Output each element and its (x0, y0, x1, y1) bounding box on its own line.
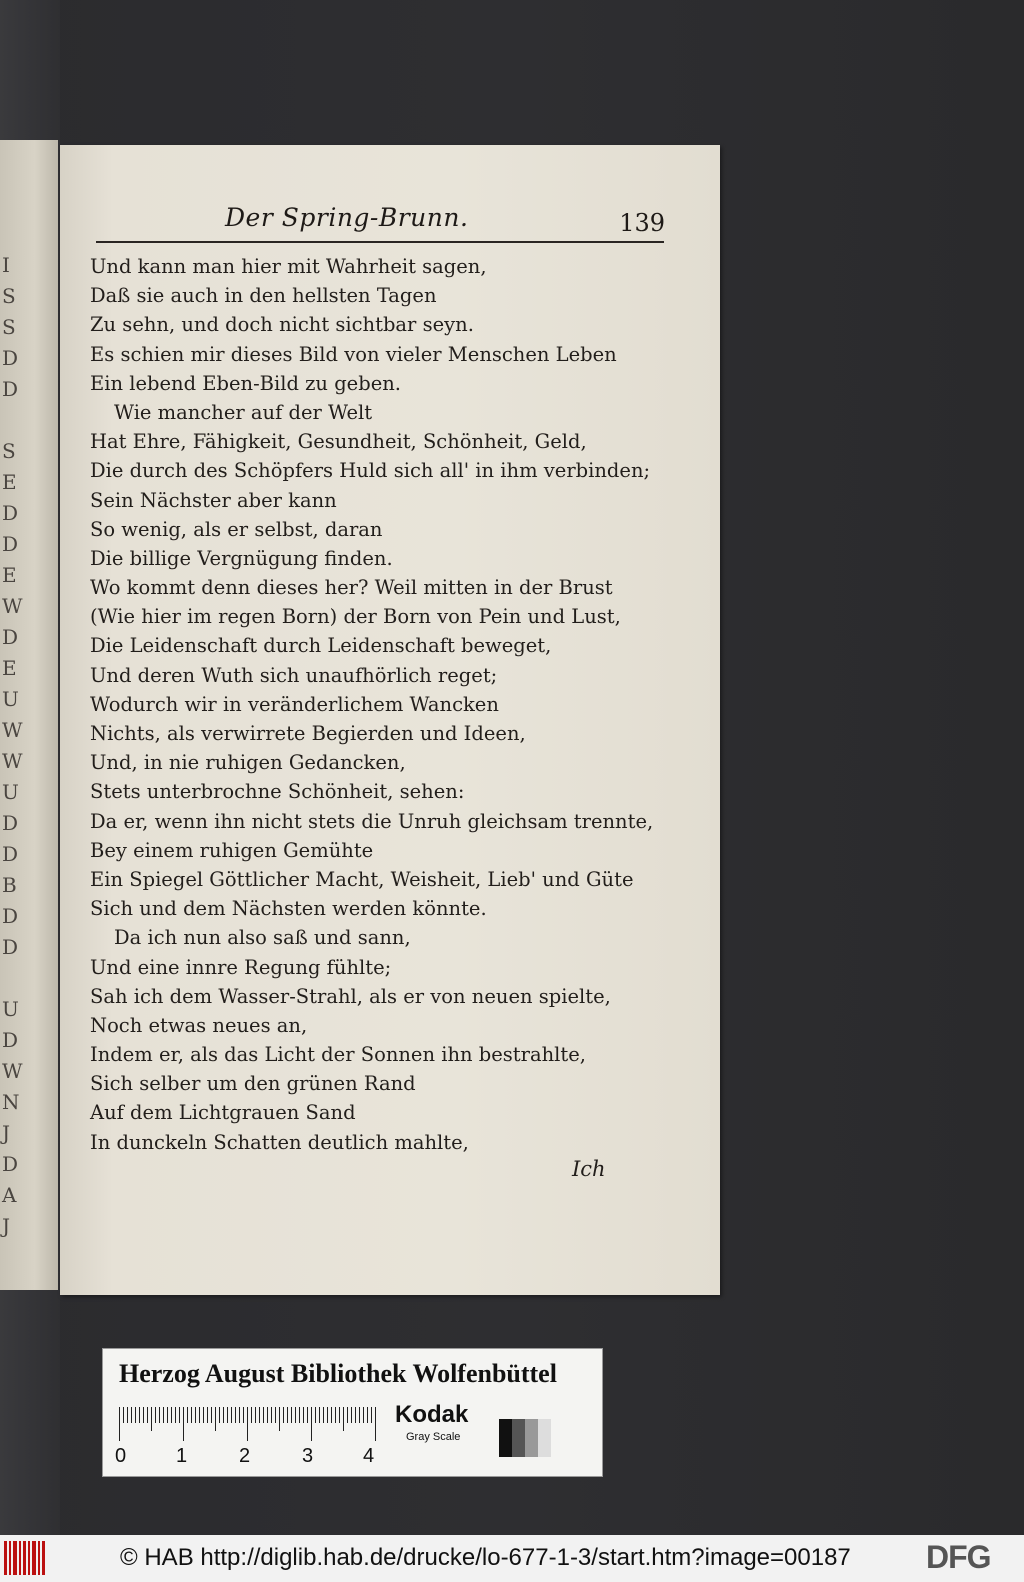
ruler-tick (127, 1407, 128, 1423)
footer-bar (0, 1535, 1024, 1582)
text-line: Daß sie auch in den hellsten Tagen (90, 284, 437, 308)
text-line: Wie mancher auf der Welt (114, 400, 373, 424)
ruler-tick (283, 1407, 284, 1423)
previous-page-edge (0, 140, 58, 1290)
text-line: Die billige Vergnügung finden. (90, 546, 393, 570)
ruler-tick (295, 1407, 296, 1423)
text-line: Wo kommt denn dieses her? Weil mitten in der Brust (90, 576, 613, 600)
ruler-tick (151, 1407, 152, 1431)
page-header (225, 203, 665, 237)
ruler-tick (171, 1407, 172, 1423)
ruler-number: 4 (363, 1445, 375, 1467)
dfg-logo: DFG (926, 1539, 991, 1575)
ruler-tick (271, 1407, 272, 1423)
ruler-tick (247, 1407, 248, 1441)
text-line: Nichts, als verwirrete Begierden und Ideen, (90, 722, 526, 745)
gray-patch-black (499, 1419, 512, 1457)
page-number: 139 (619, 209, 665, 237)
ruler-tick (303, 1407, 304, 1423)
copyright-link[interactable]: © HAB http://diglib.hab.de/drucke/lo-677-1-3/start.htm?image=00187 (120, 1544, 851, 1571)
text-line: Sah ich dem Wasser-Strahl, als er von neuen spielte, (90, 984, 611, 1008)
ruler-tick (163, 1407, 164, 1423)
ruler-tick (175, 1407, 176, 1423)
ruler-tick (231, 1407, 232, 1423)
ruler-tick (299, 1407, 300, 1423)
text-line: Zu sehn, und doch nicht sichtbar seyn. (90, 313, 474, 337)
text-line: Indem er, als das Licht der Sonnen ihn bestrahlte, (90, 1043, 586, 1067)
ruler-number: 1 (176, 1445, 188, 1467)
ruler-tick (359, 1407, 360, 1423)
header-rule (96, 241, 664, 243)
text-line: Sein Nächster aber kann (90, 488, 337, 512)
ruler-tick (307, 1407, 308, 1423)
poem-text (90, 252, 690, 1157)
text-line: Und eine innre Regung fühlte; (90, 955, 392, 979)
ruler-tick (263, 1407, 264, 1423)
ruler-tick (219, 1407, 220, 1423)
ruler-scale (119, 1407, 379, 1439)
text-line: Die durch des Schöpfers Huld sich all' in ihm verbinden; (90, 459, 651, 483)
text-line: Sich und dem Nächsten werden könnte. (90, 897, 487, 921)
ruler-tick (335, 1407, 336, 1423)
ruler-tick (315, 1407, 316, 1423)
ruler-tick (227, 1407, 228, 1423)
ruler-tick (259, 1407, 260, 1423)
ruler-tick (363, 1407, 364, 1423)
text-line: Auf dem Lichtgrauen Sand (90, 1101, 356, 1125)
ruler-tick (139, 1407, 140, 1423)
text-line: Noch etwas neues an, (90, 1013, 308, 1037)
ruler-tick (367, 1407, 368, 1423)
ruler-tick (275, 1407, 276, 1423)
text-line: Ein Spiegel Göttlicher Macht, Weisheit, Lieb' und Güte (90, 867, 634, 891)
ruler-tick (183, 1407, 184, 1441)
ruler-number: 0 (115, 1445, 127, 1467)
ruler-tick (155, 1407, 156, 1423)
ruler-tick (251, 1407, 252, 1423)
ruler-tick (191, 1407, 192, 1423)
ruler-tick (187, 1407, 188, 1423)
ruler-tick (119, 1407, 120, 1441)
ruler-tick (355, 1407, 356, 1423)
ruler-number: 3 (302, 1445, 314, 1467)
ruler-tick (179, 1407, 180, 1423)
text-line: (Wie hier im regen Born) der Born von Pein und Lust, (90, 605, 621, 629)
ruler-tick (287, 1407, 288, 1423)
ruler-tick (323, 1407, 324, 1423)
ruler-tick (143, 1407, 144, 1423)
ruler-tick (267, 1407, 268, 1423)
ruler-tick (211, 1407, 212, 1423)
ruler-tick (199, 1407, 200, 1423)
text-line: Da ich nun also saß und sann, (114, 926, 411, 950)
ruler-tick (327, 1407, 328, 1423)
text-line: Sich selber um den grünen Rand (90, 1072, 416, 1096)
ruler-tick (279, 1407, 280, 1431)
ruler-tick (351, 1407, 352, 1423)
ruler-tick (339, 1407, 340, 1423)
running-title: Der Spring-Brunn. (225, 203, 469, 232)
catchword: Ich (572, 1157, 606, 1181)
text-line: Es schien mir dieses Bild von vieler Menschen Leben (90, 342, 617, 366)
text-line: Ein lebend Eben-Bild zu geben. (90, 371, 401, 395)
ruler-number: 2 (239, 1445, 251, 1467)
text-line: Da er, wenn ihn nicht stets die Unruh gleichsam trennte, (90, 809, 654, 833)
ruler-tick (311, 1407, 312, 1441)
text-line: Bey einem ruhigen Gemühte (90, 838, 374, 862)
text-line: In dunckeln Schatten deutlich mahlte, (90, 1130, 469, 1154)
text-line: Wodurch wir in veränderlichem Wancken (90, 692, 499, 716)
ruler-tick (159, 1407, 160, 1423)
library-name: Herzog August Bibliothek Wolfenbüttel (119, 1359, 557, 1388)
barcode-icon (4, 1541, 48, 1575)
text-line: Stets unterbrochne Schönheit, sehen: (90, 780, 465, 804)
book-page (60, 145, 720, 1295)
ruler-tick (235, 1407, 236, 1423)
text-line: Hat Ehre, Fähigkeit, Gesundheit, Schönheit, Geld, (90, 430, 587, 454)
ruler-tick (147, 1407, 148, 1423)
gray-patch-mid (525, 1419, 538, 1457)
ruler-tick (223, 1407, 224, 1423)
ruler-tick (239, 1407, 240, 1423)
ruler-tick (255, 1407, 256, 1423)
ruler-tick (375, 1407, 376, 1441)
ruler-tick (343, 1407, 344, 1431)
ruler-tick (123, 1407, 124, 1423)
text-line: Die Leidenschaft durch Leidenschaft beweget, (90, 634, 552, 658)
ruler-tick (167, 1407, 168, 1423)
ruler-tick (135, 1407, 136, 1423)
ruler-tick (131, 1407, 132, 1423)
ruler-tick (243, 1407, 244, 1423)
ruler-tick (195, 1407, 196, 1423)
gray-patch-dark (512, 1419, 525, 1457)
text-line: Und, in nie ruhigen Gedancken, (90, 751, 406, 775)
text-line: Und deren Wuth sich unaufhörlich reget; (90, 663, 498, 687)
text-line: Und kann man hier mit Wahrheit sagen, (90, 255, 487, 278)
gray-scale-label: Gray Scale (406, 1431, 461, 1443)
ruler-tick (371, 1407, 372, 1423)
gray-patch-light (538, 1419, 551, 1457)
ruler-tick (215, 1407, 216, 1431)
color-reference-card (102, 1348, 603, 1477)
ruler-tick (319, 1407, 320, 1423)
text-line: So wenig, als er selbst, daran (90, 517, 383, 541)
ruler-tick (203, 1407, 204, 1423)
ruler-tick (207, 1407, 208, 1423)
ruler-tick (291, 1407, 292, 1423)
ruler-tick (347, 1407, 348, 1423)
kodak-logo: Kodak (395, 1401, 469, 1428)
ruler-tick (331, 1407, 332, 1423)
previous-page-fragments: I S S D D S E D D E W D E U W W U D D B D D U D W N J D A J (2, 253, 23, 1238)
